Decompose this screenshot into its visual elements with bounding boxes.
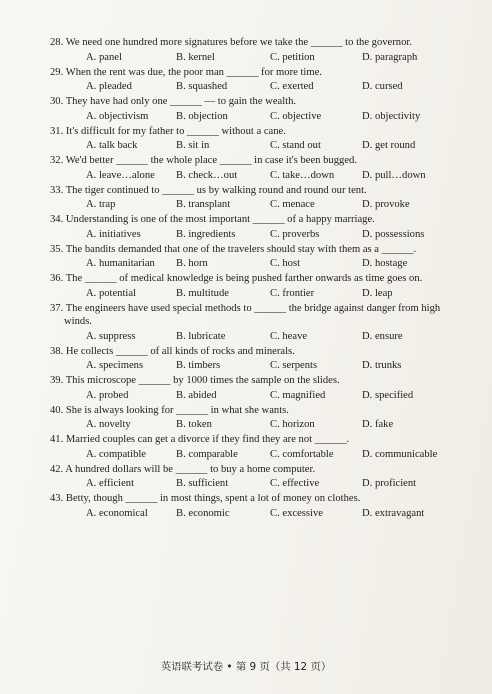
option-d: D. trunks <box>362 360 402 371</box>
option-d: D. possessions <box>362 228 425 240</box>
option-a: A. economical <box>86 507 148 519</box>
option-row <box>0 476 492 492</box>
option-c: C. horizon <box>270 419 315 430</box>
question-stem: 43. Betty, though ______ in most things, spent a lot of money on clothes. <box>50 493 361 504</box>
option-row <box>0 109 492 125</box>
question-stem: 33. The tiger continued to ______ us by walking round and round our tent. <box>50 184 367 196</box>
question-42 <box>0 463 492 493</box>
option-d: D. extravagant <box>362 507 425 519</box>
question-30 <box>0 95 492 125</box>
option-row <box>0 256 492 272</box>
question-stem: 38. He collects ______ of all kinds of rocks and minerals. <box>50 345 295 357</box>
option-row <box>0 506 492 522</box>
question-stem: 41. Married couples can get a divorce if they find they are not ______. <box>50 434 350 445</box>
option-a: A. specimens <box>86 360 144 371</box>
question-32 <box>0 154 492 184</box>
question-29 <box>0 66 492 96</box>
question-43 <box>0 492 492 522</box>
option-a: A. initiatives <box>86 228 141 240</box>
question-stem: 40. She is always looking for ______ in what she wants. <box>50 404 289 416</box>
question-36 <box>0 272 492 302</box>
option-c: C. menace <box>270 199 315 210</box>
option-d: D. proficient <box>362 478 417 489</box>
question-stem: 42. A hundred dollars will be ______ to buy a home computer. <box>50 463 316 475</box>
question-stem: 36. The ______ of medical knowledge is being pushed farther onwards as time goes on. <box>50 273 423 284</box>
question-35 <box>0 243 492 273</box>
question-stem: 32. We'd better ______ the whole place ______ in case it's been bugged. <box>50 155 357 166</box>
option-c: C. serpents <box>270 360 318 371</box>
option-row <box>0 227 492 243</box>
option-c: C. comfortable <box>270 448 334 460</box>
option-a: A. efficient <box>86 478 135 489</box>
option-row <box>0 447 492 463</box>
option-a: A. compatible <box>86 448 147 460</box>
option-d: D. hostage <box>362 258 408 269</box>
question-34 <box>0 213 492 243</box>
option-b: B. comparable <box>176 448 238 460</box>
option-a: A. probed <box>86 389 129 401</box>
option-c: C. stand out <box>270 140 321 151</box>
option-d: D. specified <box>362 389 414 401</box>
option-row <box>0 197 492 213</box>
option-a: A. leave…alone <box>86 169 155 181</box>
option-row <box>0 358 492 374</box>
option-d: D. cursed <box>362 81 403 92</box>
option-b: B. objection <box>176 110 228 122</box>
question-stem: 31. It's difficult for my father to ______ without a cane. <box>50 125 286 137</box>
option-b: B. kernel <box>176 51 215 63</box>
option-row <box>0 417 492 433</box>
option-c: C. host <box>270 258 301 269</box>
question-stem: 39. This microscope ______ by 1000 times the sample on the slides. <box>50 375 340 386</box>
option-c: C. magnified <box>270 389 326 401</box>
option-c: C. effective <box>270 478 320 489</box>
question-41 <box>0 433 492 463</box>
option-b: B. multitude <box>176 287 229 299</box>
option-b: B. timbers <box>176 360 221 371</box>
option-c: C. proverbs <box>270 228 320 240</box>
question-38 <box>0 345 492 375</box>
option-a: A. trap <box>86 199 116 210</box>
question-28 <box>0 36 492 66</box>
option-b: B. token <box>176 419 212 430</box>
option-d: D. provoke <box>362 199 410 210</box>
option-d: D. objectivity <box>362 110 421 122</box>
option-d: D. ensure <box>362 330 403 342</box>
option-a: A. humanitarian <box>86 258 155 269</box>
question-stem: 34. Understanding is one of the most important ______ of a happy marriage. <box>50 214 375 225</box>
option-b: B. sufficient <box>176 478 229 489</box>
option-d: D. communicable <box>362 448 438 460</box>
option-c: C. frontier <box>270 287 315 299</box>
option-c: C. take…down <box>270 169 335 181</box>
question-stem: 30. They have had only one ______ — to gain the wealth. <box>50 96 297 107</box>
option-b: B. check…out <box>176 169 238 181</box>
question-stem: 28. We need one hundred more signatures before we take the ______ to the governor. <box>50 37 412 48</box>
question-list <box>0 36 492 522</box>
option-b: B. economic <box>176 507 230 519</box>
option-c: C. objective <box>270 110 322 122</box>
option-d: D. fake <box>362 419 394 430</box>
option-a: A. panel <box>86 51 122 63</box>
option-b: B. horn <box>176 258 208 269</box>
option-b: B. sit in <box>176 140 210 151</box>
question-40 <box>0 404 492 434</box>
option-a: A. objectivism <box>86 110 149 122</box>
question-33 <box>0 184 492 214</box>
option-a: A. potential <box>86 287 137 299</box>
option-row <box>0 168 492 184</box>
option-row <box>0 329 492 345</box>
option-d: D. pull…down <box>362 169 426 181</box>
option-b: B. transplant <box>176 199 231 210</box>
option-row <box>0 50 492 66</box>
question-stem: 35. The bandits demanded that one of the travelers should stay with them as a ______. <box>50 243 417 255</box>
option-d: D. get round <box>362 140 416 151</box>
option-a: A. novelty <box>86 419 131 430</box>
question-stem: 37. The engineers have used special methods to ______ the bridge against danger from high winds. <box>50 302 441 327</box>
page-footer: 英语联考试卷 • 第 9 页（共 12 页） <box>160 661 332 673</box>
question-37 <box>0 302 492 345</box>
option-d: D. leap <box>362 287 393 299</box>
option-row <box>0 286 492 302</box>
option-row <box>0 138 492 154</box>
option-d: D. paragraph <box>362 51 418 63</box>
question-39 <box>0 374 492 404</box>
option-row <box>0 79 492 95</box>
option-a: A. talk back <box>86 140 138 151</box>
option-c: C. heave <box>270 330 308 342</box>
option-a: A. suppress <box>86 330 136 342</box>
option-b: B. squashed <box>176 81 228 92</box>
question-31 <box>0 125 492 155</box>
option-b: B. ingredients <box>176 228 236 240</box>
option-row <box>0 388 492 404</box>
question-stem: 29. When the rent was due, the poor man ______ for more time. <box>50 66 322 78</box>
option-b: B. abided <box>176 389 217 401</box>
option-c: C. excessive <box>270 507 323 519</box>
option-a: A. pleaded <box>86 81 132 92</box>
option-c: C. petition <box>270 51 315 63</box>
option-b: B. lubricate <box>176 330 226 342</box>
option-c: C. exerted <box>270 81 314 92</box>
